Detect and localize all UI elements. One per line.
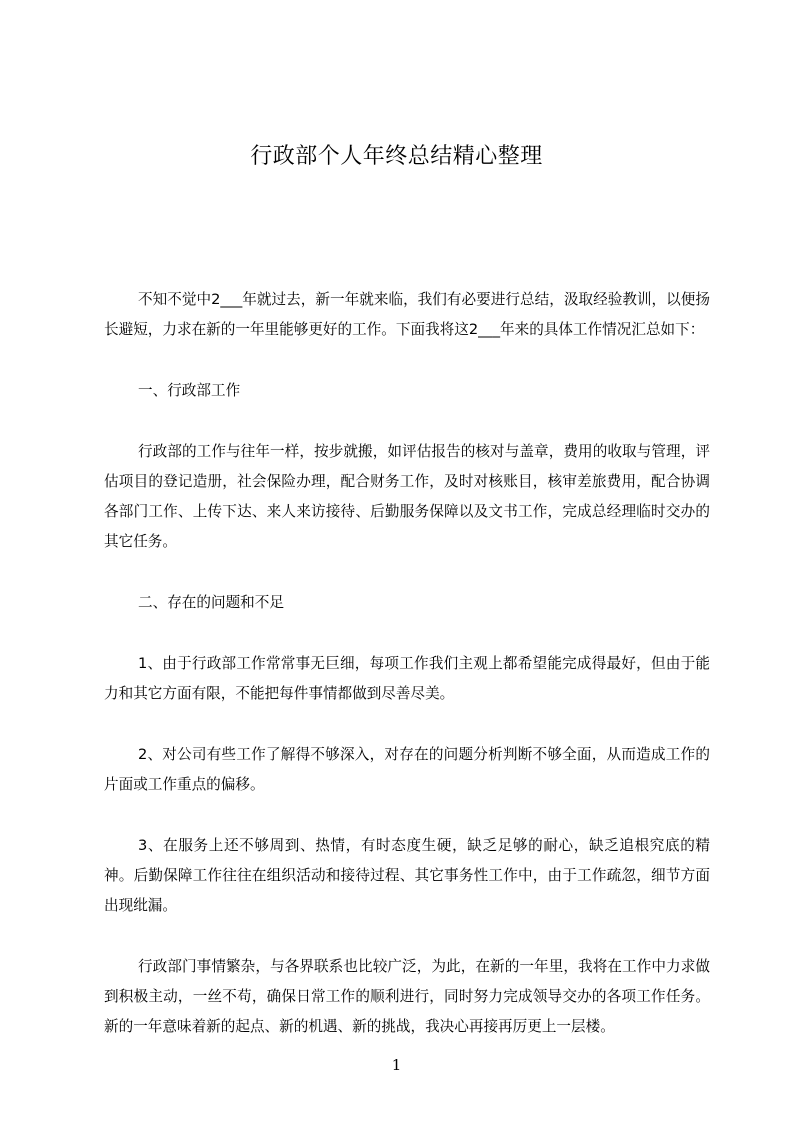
issue-paragraph-2: 2、对公司有些工作了解得不够深入，对存在的问题分析判断不够全面，从而造成工作的片面或工作重点的偏移。 [104, 746, 710, 793]
intro-paragraph: 不知不觉中2___年就过去，新一年就来临，我们有必要进行总结，汲取经验教训，以便扬长避短，力求在新的一年里能够更好的工作。下面我将这2___年来的具体工作情况汇总如下： [104, 291, 710, 338]
section-heading-problems: 二、存在的问题和不足 [138, 594, 284, 611]
issue-paragraph-3: 3、在服务上还不够周到、热情，有时态度生硬，缺乏足够的耐心，缺乏追根究底的精神。后勤保障工作往往在组织活动和接待过程、其它事务性工作中，由于工作疏忽，细节方面出现纰漏。 [104, 837, 710, 914]
section-heading-administration-work: 一、行政部工作 [138, 382, 241, 399]
page-title: 行政部个人年终总结精心整理 [250, 144, 543, 169]
administration-work-paragraph: 行政部的工作与往年一样，按步就搬，如评估报告的核对与盖章，费用的收取与管理，评估项目的登记造册，社会保险办理，配合财务工作，及时对核账目，核审差旅费用，配合协调各部门工作、上传下达、来人来访接待、后勤服务保障以及文书工作，完成总经理临时交办的其它任务。 [104, 443, 710, 550]
page-number: 1 [391, 1056, 402, 1074]
issue-paragraph-1: 1、由于行政部工作常常事无巨细，每项工作我们主观上都希望能完成得最好，但由于能力和其它方面有限，不能把每件事情都做到尽善尽美。 [104, 655, 710, 702]
closing-paragraph: 行政部门事情繁杂，与各界联系也比较广泛，为此，在新的一年里，我将在工作中力求做到积极主动，一丝不苟，确保日常工作的顺利进行，同时努力完成领导交办的各项工作任务。新的一年意味着新的起点、新的机遇、新的挑战，我决心再接再厉更上一层楼。 [104, 958, 710, 1035]
document-body [104, 285, 710, 1073]
